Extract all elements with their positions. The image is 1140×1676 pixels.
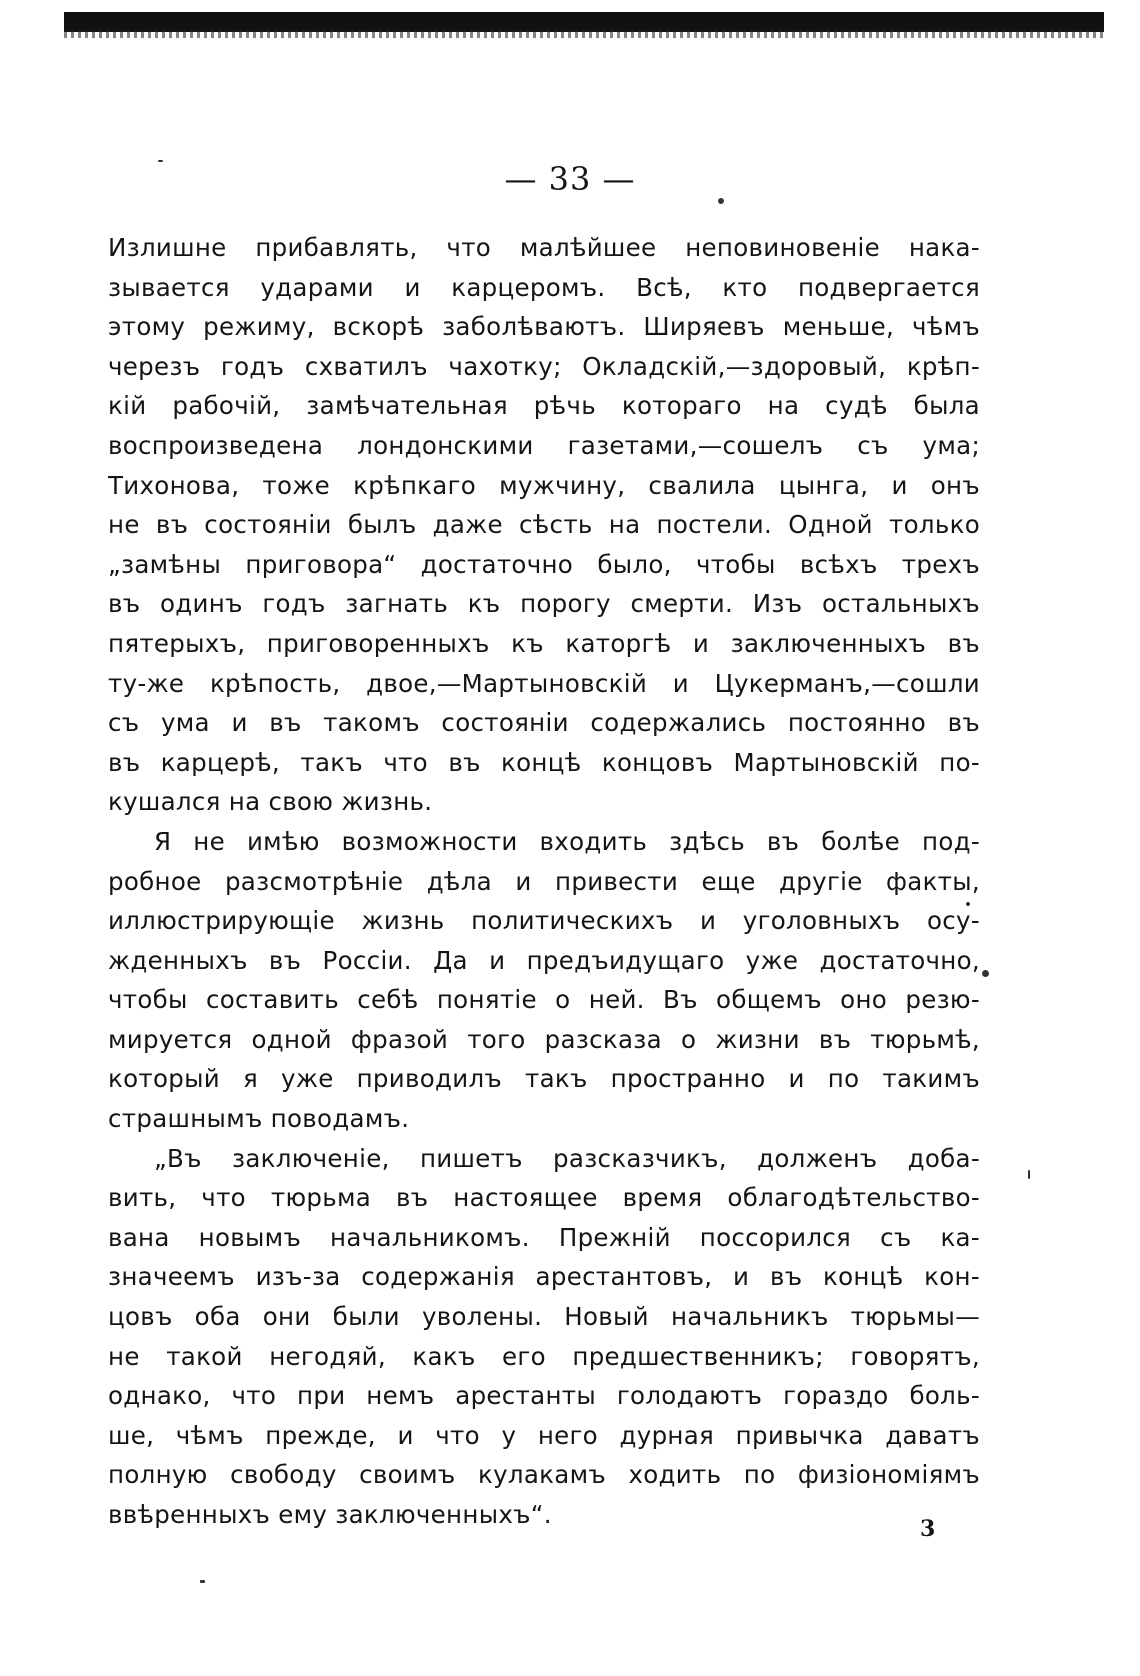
text-line: въ одинъ годъ загнать къ порогу смерти. Изъ остальныхъ — [108, 589, 980, 619]
text-line: „замѣны приговора“ достаточно было, чтобы всѣхъ трехъ — [108, 549, 980, 579]
text-line: Излишне прибавлять, что малѣйшее неповиновеніе нака- — [108, 233, 980, 262]
paragraph-1 — [108, 228, 980, 822]
top-border-rule — [64, 12, 1104, 32]
text-line: зывается ударами и карцеромъ. Всѣ, кто подвергается — [108, 272, 980, 302]
text-line: чтобы составить себѣ понятіе о ней. Въ общемъ оно резю- — [108, 985, 980, 1015]
text-line: кушался на свою жизнь. — [108, 787, 433, 817]
text-line: этому режиму, вскорѣ заболѣваютъ. Ширяевъ меньше, чѣмъ — [108, 312, 980, 342]
scan-speck — [158, 160, 163, 162]
text-line: ввѣренныхъ ему заключенныхъ“. — [108, 1500, 552, 1529]
text-line: цовъ оба они были уволены. Новый начальникъ тюрьмы— — [108, 1302, 980, 1332]
scan-speck — [982, 970, 989, 977]
text-line: пятерыхъ, приговоренныхъ къ каторгѣ и заключенныхъ въ — [108, 628, 980, 658]
text-line: съ ума и въ такомъ состояніи содержались постоянно въ — [108, 708, 980, 738]
scan-speck — [718, 198, 724, 204]
text-line: робное разсмотрѣніе дѣла и привести еще другіе факты, — [108, 866, 980, 896]
text-line: полную свободу своимъ кулакамъ ходить по физіономіямъ — [108, 1460, 980, 1490]
signature-mark: 3 — [920, 1516, 936, 1542]
paragraph-3 — [108, 1139, 980, 1535]
paragraph-2 — [108, 822, 980, 1139]
text-line: однако, что при немъ арестанты голодаютъ гораздо боль- — [108, 1381, 980, 1411]
page-number: — 33 — — [504, 160, 636, 198]
body-text — [108, 228, 980, 1535]
text-line: черезъ годъ схватилъ чахотку; Окладскій,—здоровый, крѣп- — [108, 351, 980, 381]
text-line: который я уже приводилъ такъ пространно и по такимъ — [108, 1064, 980, 1094]
scan-speck — [200, 1580, 205, 1583]
text-line: вана новымъ начальникомъ. Прежній поссорился съ ка- — [108, 1222, 980, 1252]
text-line: страшнымъ поводамъ. — [108, 1104, 410, 1134]
text-line: Тихонова, тоже крѣпкаго мужчину, свалила цынга, и онъ — [108, 470, 980, 500]
text-line: ше, чѣмъ прежде, и что у него дурная привычка даватъ — [108, 1420, 980, 1450]
text-line: „Въ заключеніе, пишетъ разсказчикъ, долженъ доба- — [154, 1143, 980, 1173]
scan-speck — [966, 902, 970, 906]
text-line: не въ состояніи былъ даже сѣсть на постели. Одной только — [108, 510, 980, 540]
scan-speck — [1028, 1170, 1030, 1179]
text-line: воспроизведена лондонскими газетами,—сошелъ съ ума; — [108, 430, 980, 460]
text-line: иллюстрирующіе жизнь политическихъ и уголовныхъ осу- — [108, 906, 980, 936]
text-line: значеемъ изъ-за содержанія арестантовъ, и въ концѣ кон- — [108, 1262, 980, 1292]
text-line: не такой негодяй, какъ его предшественникъ; говорятъ, — [108, 1341, 980, 1371]
text-line: Я не имѣю возможности входить здѣсь въ болѣе под- — [154, 826, 980, 856]
text-line: вить, что тюрьма въ настоящее время облагодѣтельство- — [108, 1183, 980, 1213]
top-border-texture — [64, 30, 1104, 38]
text-line: мируется одной фразой того разсказа о жизни въ тюрьмѣ, — [108, 1024, 980, 1054]
text-line: кій рабочій, замѣчательная рѣчь котораго на судѣ была — [108, 391, 980, 421]
text-line: въ карцерѣ, такъ что въ концѣ концовъ Мартыновскій по- — [108, 747, 980, 777]
text-line: ту-же крѣпость, двое,—Мартыновскій и Цукерманъ,—сошли — [108, 668, 980, 698]
text-line: жденныхъ въ Россіи. Да и предъидущаго уже достаточно, — [108, 945, 980, 975]
